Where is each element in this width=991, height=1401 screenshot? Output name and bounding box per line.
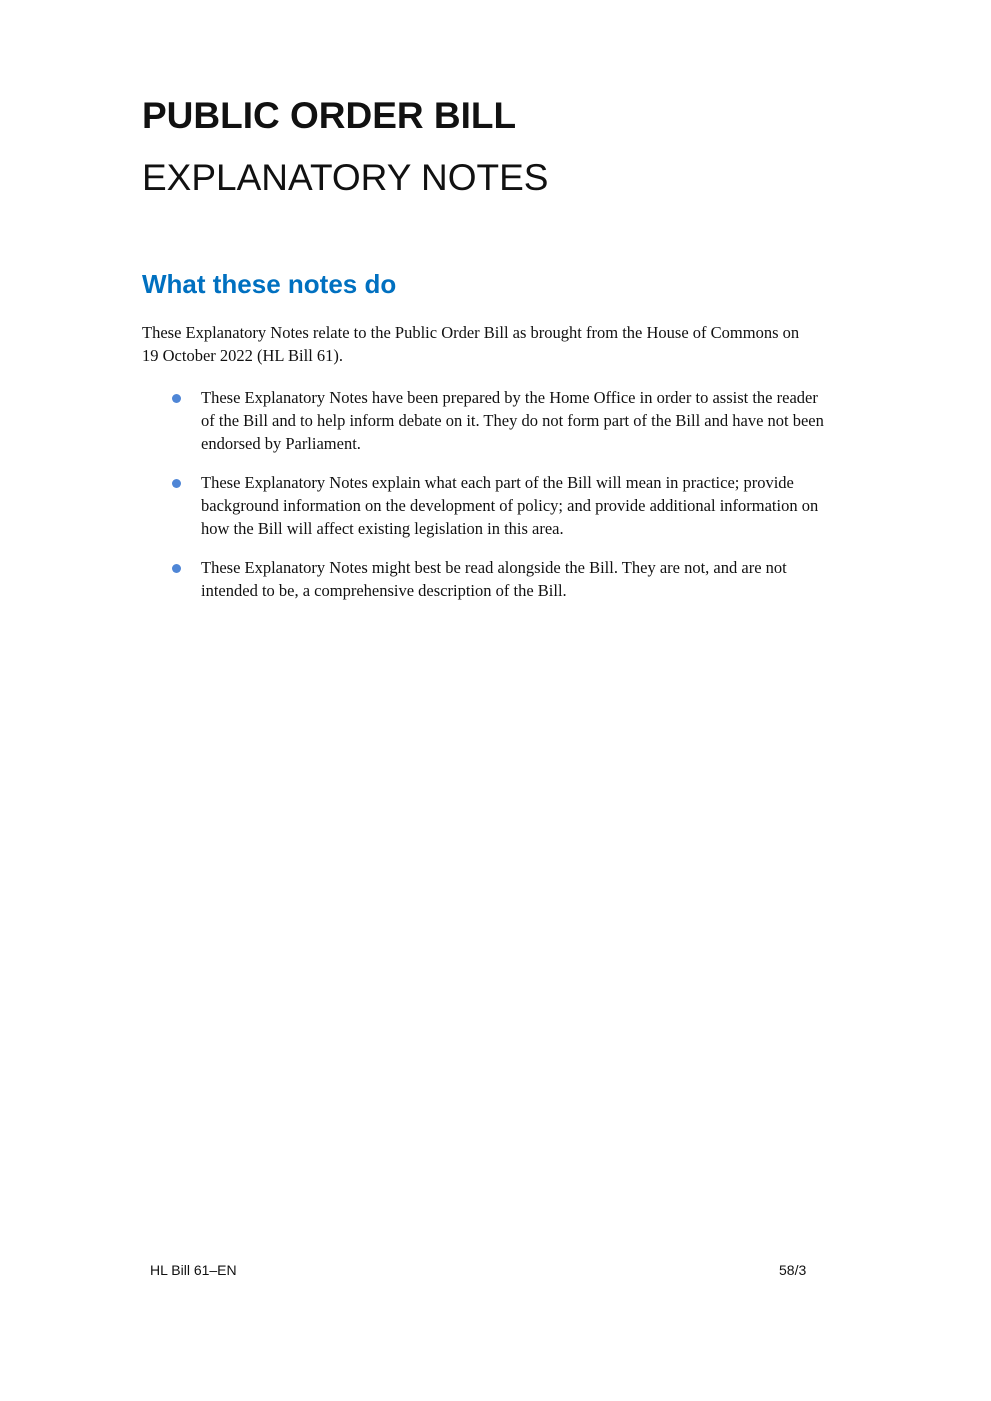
- text-line: These Explanatory Notes relate to the Public Order Bill as brought from the House of Commons on: [142, 323, 800, 342]
- bullet-icon: [172, 394, 181, 403]
- text-line: background information on the development of policy; and provide additional information on: [201, 496, 819, 515]
- section-heading: What these notes do: [142, 269, 397, 299]
- bullet-item: [201, 471, 818, 540]
- text-line: how the Bill will affect existing legislation in this area.: [201, 519, 564, 538]
- footer-page-number: 58/3: [779, 1262, 807, 1278]
- text-line: These Explanatory Notes might best be read alongside the Bill. They are not, and are not: [201, 558, 787, 577]
- document-title: PUBLIC ORDER BILL: [142, 95, 517, 136]
- intro-paragraph: [142, 321, 799, 367]
- text-line: intended to be, a comprehensive description of the Bill.: [201, 581, 567, 600]
- text-line: endorsed by Parliament.: [201, 434, 361, 453]
- bullet-item: [201, 556, 787, 602]
- text-line: 19 October 2022 (HL Bill 61).: [142, 346, 344, 365]
- text-line: These Explanatory Notes have been prepared by the Home Office in order to assist the reader: [201, 388, 818, 407]
- document-subtitle: EXPLANATORY NOTES: [142, 157, 549, 198]
- footer-bill-reference: HL Bill 61–EN: [150, 1262, 237, 1278]
- text-line: of the Bill and to help inform debate on it. They do not form part of the Bill and have not been: [201, 411, 824, 430]
- bullet-icon: [172, 564, 181, 573]
- bullet-icon: [172, 479, 181, 488]
- text-line: These Explanatory Notes explain what each part of the Bill will mean in practice; provide: [201, 473, 794, 492]
- bullet-item: [201, 386, 824, 455]
